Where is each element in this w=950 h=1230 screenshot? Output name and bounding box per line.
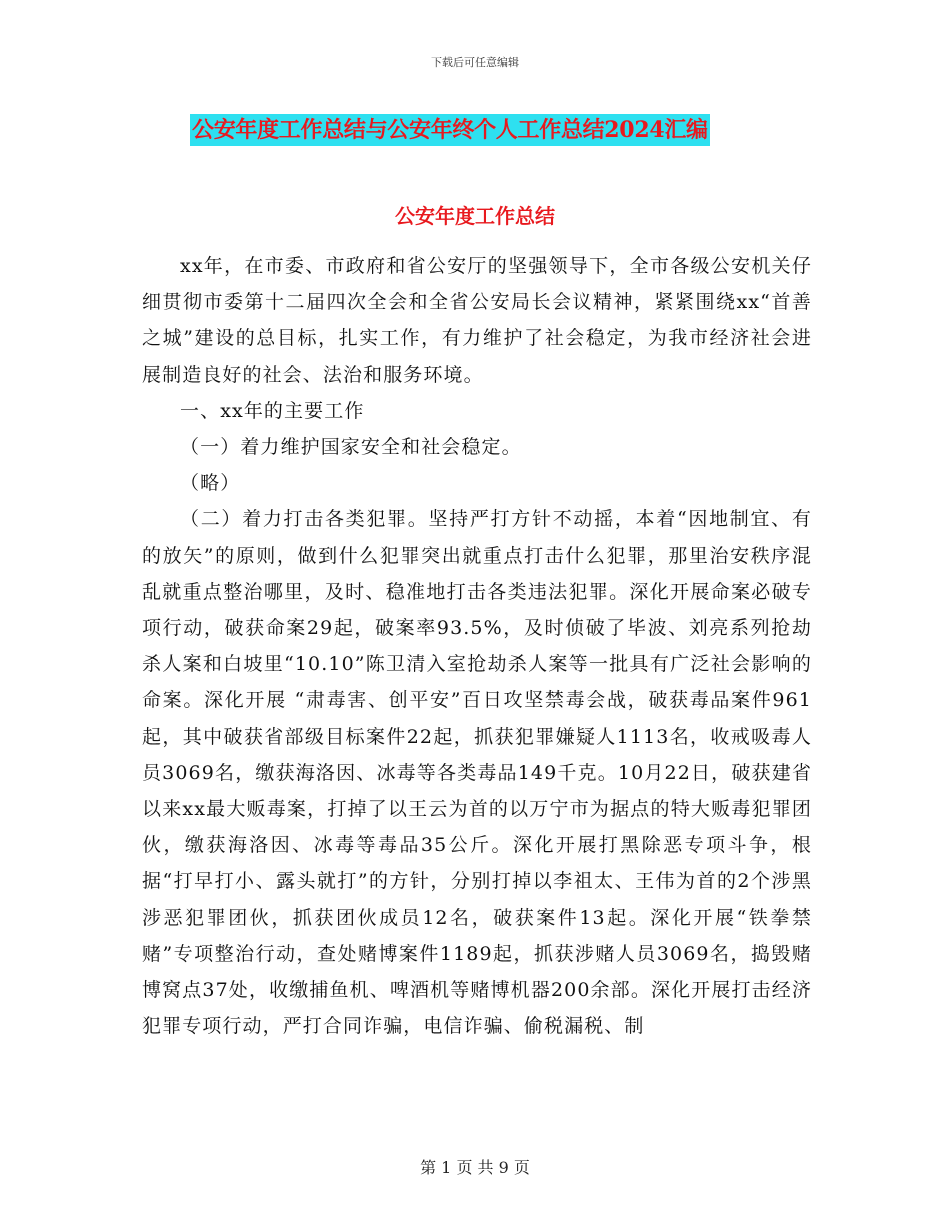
heading-main-work: 一、xx年的主要工作 [180,399,365,422]
paragraph-crime-crackdown: （二）着力打击各类犯罪。坚持严打方针不动摇，本着“因地制宜、有的放矢”的原则，做到什么犯罪突出就重点打击什么犯罪，那里治安秩序混乱就重点整治哪里，及时、稳准地打击各类违法犯罪。深化开展命案必破专项行动，破获命案29起，破案率93.5%，及时侦破了毕波、刘亮系列抢劫杀人案和白坡里“10.10”陈卫清入室抢劫杀人案等一批具有广泛社会影响的命案。深化开展 “肃毒害、创平安”百日攻坚禁毒会战，破获毒品案件961起，其中破获省部级目标案件22起，抓获犯罪嫌疑人1113名，收戒吸毒人员3069名，缴获海洛因、冰毒等各类毒品149千克。10月22日，破获建省以来xx最大贩毒案，打掉了以王云为首的以万宁市为据点的特大贩毒犯罪团伙，缴获海洛因、冰毒等毒品35公斤。深化开展打黑除恶专项斗争，根据“打早打小、露头就打”的方针，分别打掉以李祖太、王伟为首的2个涉黑涉恶犯罪团伙，抓获团伙成员12名，破获案件13起。深化开展“铁拳禁赌”专项整治行动，查处赌博案件1189起，抓获涉赌人员3069名，捣毁赌博窝点37处，收缴捕鱼机、啤酒机等赌博机器200余部。深化开展打击经济犯罪专项行动，严打合同诈骗，电信诈骗、偷税漏税、制 [142,508,812,1038]
document-body [142,248,812,1044]
paragraph-intro: xx年，在市委、市政府和省公安厅的坚强领导下，全市各级公安机关仔细贯彻市委第十二届四次全会和全省公安局长会议精神，紧紧围绕xx“首善之城”建设的总目标，扎实工作，有力维护了社会稳定，为我市经济社会进展制造良好的社会、法治和服务环境。 [142,255,812,386]
paragraph-omitted: （略） [180,472,241,495]
section-title: 公安年度工作总结 [395,204,555,228]
subheading-national-security: （一）着力维护国家安全和社会稳定。 [180,436,522,459]
document-title: 公安年度工作总结与公安年终个人工作总结2024汇编 [190,114,710,146]
page-header-note: 下载后可任意编辑 [431,56,519,69]
page-number-footer: 第 1 页 共 9 页 [420,1158,530,1177]
